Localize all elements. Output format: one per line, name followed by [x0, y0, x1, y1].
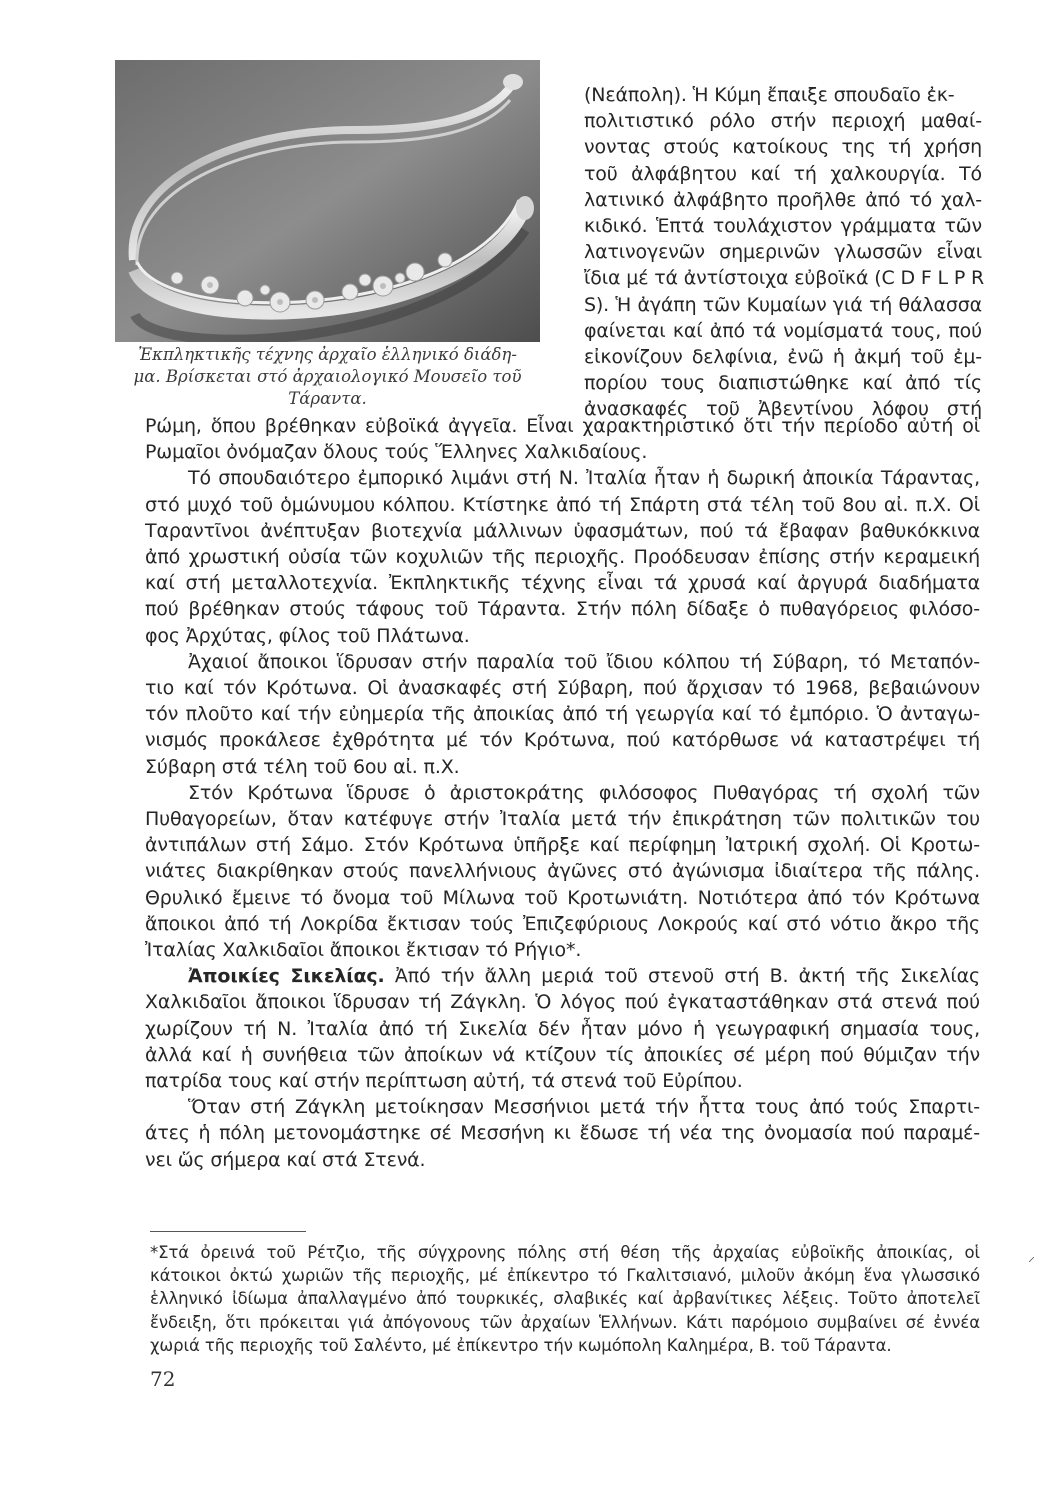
text-line: πατρίδα τους καί στήν περίπτωση αὐτή, τά στενά τοῦ Εὐρίπου. [145, 1070, 743, 1092]
text-line: (Νεάπολη). Ἡ Κύμη ἔπαιξε σπουδαῖο ἐκ- [584, 84, 955, 106]
text-line: Σύβαρη στά τέλη τοῦ 6ου αἰ. π.Χ. [145, 755, 460, 778]
text-line: Ταραντῖνοι ἀνέπτυξαν βιοτεχνία μάλλινων ὑφασμάτων, πού τά ἔβαφαν βαθυκόκκινα [145, 519, 980, 542]
text-line: νισμός προκάλεσε ἐχθρότητα μέ τόν Κρότωνα, πού κατόρθωσε νά καταστρέψει τή [145, 729, 980, 752]
footnote-line: ἑλληνικό ἰδίωμα ἀπαλλαγμένο ἀπό τουρκικές, σλαβικές καί ἀρβανίτικες λέξεις. Τοῦτο ἀποτελεῖ [150, 1289, 980, 1309]
text-line: πορίου τους διαπιστώθηκε καί ἀπό τίς [584, 372, 982, 395]
footnote-line: χωριά τῆς περιοχῆς τοῦ Σαλέντο, μέ ἐπίκεντρο τήν κωμόπολη Καλημέρα, Β. τοῦ Τάραντα. [150, 1335, 892, 1355]
text-line: S). Ἡ ἀγάπη τῶν Κυμαίων γιά τή θάλασσα [584, 293, 982, 316]
margin-mark: ⸝ [1028, 1249, 1035, 1265]
text-line: νοντας στούς κατοίκους της τή χρήση [584, 136, 982, 159]
caption-line: Τάραντα. [288, 389, 367, 408]
text-line: τοῦ ἀλφάβητου καί τή χαλκουργία. Τό [584, 162, 982, 185]
text-line: ἀλλά καί ἡ συνήθεια τῶν ἀποίκων νά κτίζουν τίς ἀποικίες σέ μέρη πού θύμιζαν τήν [145, 1043, 980, 1066]
text-line: Ὅταν στή Ζάγκλη μετοίκησαν Μεσσήνιοι μετά τήν ἧττα τους ἀπό τούς Σπαρτι- [188, 1096, 980, 1119]
caption-line: μα. Βρίσκεται στό ἀρχαιολογικό Μουσεῖο τοῦ [133, 367, 522, 386]
diadem-photo [115, 60, 540, 342]
footnote-separator [150, 1231, 306, 1232]
text-line [188, 964, 980, 988]
text-line: νιάτες διακρίθηκαν στούς πανελλήνιους ἀγῶνες στό ἀγώνισμα ἰδιαίτερα τῆς πάλης. [145, 860, 980, 883]
diadem-image-icon [115, 60, 540, 342]
text-line: φαίνεται καί ἀπό τά νομίσματά τους, πού [584, 319, 982, 342]
text-line: στό μυχό τοῦ ὁμώνυμου κόλπου. Κτίστηκε ἀπό τή Σπάρτη στά τέλη τοῦ 8ου αἰ. π.Χ. Οἱ [145, 493, 980, 516]
text-line: νει ὥς σήμερα καί στά Στενά. [145, 1148, 426, 1171]
text-line: πολιτιστικό ρόλο στήν περιοχή μαθαί- [584, 110, 982, 133]
page-number: 72 [150, 1367, 176, 1391]
text-line: εἰκονίζουν δελφίνια, ἐνῶ ἡ ἀκμή τοῦ ἐμ- [584, 346, 982, 368]
text-line: ἀντιπάλων στή Σάμο. Στόν Κρότωνα ὑπῆρξε καί περίφημη Ἰατρική σχολή. Οἱ Κροτω- [145, 834, 980, 857]
text-line: Ρωμαῖοι ὀνόμαζαν ὅλους τούς Ἕλληνες Χαλκιδαίους. [145, 441, 648, 464]
text-line: λατινικό ἀλφάβητο προῆλθε ἀπό τό χαλ- [584, 188, 982, 211]
text-line: καί στή μεταλλοτεχνία. Ἐκπληκτικῆς τέχνης εἶναι τά χρυσά καί ἀργυρά διαδήματα [145, 572, 980, 595]
text-line: φος Ἀρχύτας, φίλος τοῦ Πλάτωνα. [145, 624, 470, 647]
text-span: Ἀπό τήν ἄλλη μεριά τοῦ στενοῦ στή Β. ἀκτή τῆς Σικελίας [384, 965, 980, 988]
text-line: Πυθαγορείων, ὅταν κατέφυγε στήν Ἰταλία μετά τήν ἐπικράτηση τῶν πολιτικῶν του [145, 808, 980, 830]
figure-caption [115, 344, 540, 410]
text-line: λατινογενῶν σημερινῶν γλωσσῶν εἶναι [584, 241, 982, 264]
section-heading: Ἀποικίες Σικελίας. [188, 965, 385, 988]
text-line: χωρίζουν τή Ν. Ἰταλία ἀπό τή Σικελία δέν ἦταν μόνο ἡ γεωγραφική σημασία τους, [145, 1017, 980, 1040]
text-line: Ἀχαιοί ἄποικοι ἵδρυσαν στήν παραλία τοῦ ἴδιου κόλπου τή Σύβαρη, τό Μεταπόν- [188, 650, 980, 673]
footnote-line: *Στά ὀρεινά τοῦ Ρέτζιο, τῆς σύγχρονης πόλης στή θέση τῆς ἀρχαίας εὐβοϊκῆς ἀποικίας, οἱ [150, 1243, 980, 1262]
caption-line: Ἐκπληκτικῆς τέχνης ἀρχαῖο ἑλληνικό διάδη- [138, 345, 517, 364]
text-line: Ρώμη, ὅπου βρέθηκαν εὐβοϊκά ἀγγεῖα. Εἶναι χαρακτηριστικό ὅτι τήν περίοδο αὐτή οἱ [145, 415, 980, 437]
footnote-line: ἔνδειξη, ὅτι πρόκειται γιά ἀπόγονους τῶν ἀρχαίων Ἑλλήνων. Κάτι παρόμοιο συμβαίνει σέ ἐννέα [150, 1312, 980, 1332]
text-line: άτες ἡ πόλη μετονομάστηκε σέ Μεσσήνη κι ἔδωσε τή νέα της ὀνομασία πού παραμέ- [145, 1122, 980, 1145]
text-line: ἄποικοι ἀπό τή Λοκρίδα ἔκτισαν τούς Ἐπιζεφύριους Λοκρούς καί στό νότιο ἄκρο τῆς [145, 912, 980, 935]
footnote-line: κάτοικοι ὀκτώ χωριῶν τῆς περιοχῆς, μέ ἐπίκεντρο τό Γκαλιτσιανό, μιλοῦν ἀκόμη ἕνα γλωσσικό [150, 1266, 980, 1286]
text-line: Τό σπουδαιότερο ἐμπορικό λιμάνι στή Ν. Ἰταλία ἦταν ἡ δωρική ἀποικία Τάραντας, [188, 467, 980, 490]
text-line: τόν πλοῦτο καί τήν εὐημερία τῆς ἀποικίας ἀπό τή γεωργία καί τό ἐμπόριο. Ὁ ἀνταγω- [145, 703, 980, 726]
text-line: Χαλκιδαῖοι ἄποικοι ἵδρυσαν τή Ζάγκλη. Ὁ λόγος πού ἐγκαταστάθηκαν στά στενά πού [145, 991, 980, 1014]
text-line: Ἰταλίας Χαλκιδαῖοι ἄποικοι ἔκτισαν τό Ρήγιο*. [145, 939, 582, 961]
text-line: τιο καί τόν Κρότωνα. Οἱ ἀνασκαφές στή Σύβαρη, πού ἄρχισαν τό 1968, βεβαιώνουν [145, 677, 980, 699]
text-line: ἴδια μέ τά ἀντίστοιχα εὐβοϊκά (C D F L P R [584, 267, 985, 290]
text-line: Στόν Κρότωνα ἵδρυσε ὁ ἀριστοκράτης φιλόσοφος Πυθαγόρας τή σχολή τῶν [188, 781, 980, 804]
text-line: Θρυλικό ἔμεινε τό ὄνομα τοῦ Μίλωνα τοῦ Κροτωνιάτη. Νοτιότερα ἀπό τόν Κρότωνα [145, 886, 980, 909]
text-line: πού βρέθηκαν στούς τάφους τοῦ Τάραντα. Στήν πόλη δίδαξε ὁ πυθαγόρειος φιλόσο- [145, 598, 980, 621]
text-line: ἀνασκαφές τοῦ Ἀβεντίνου λόφου στή [584, 398, 982, 421]
text-line: ἀπό χρωστική οὐσία τῶν κοχυλιῶν τῆς περιοχῆς. Προόδευσαν ἐπίσης στήν κεραμεική [145, 546, 980, 568]
text-line: κιδικό. Ἑπτά τουλάχιστον γράμματα τῶν [584, 215, 982, 237]
